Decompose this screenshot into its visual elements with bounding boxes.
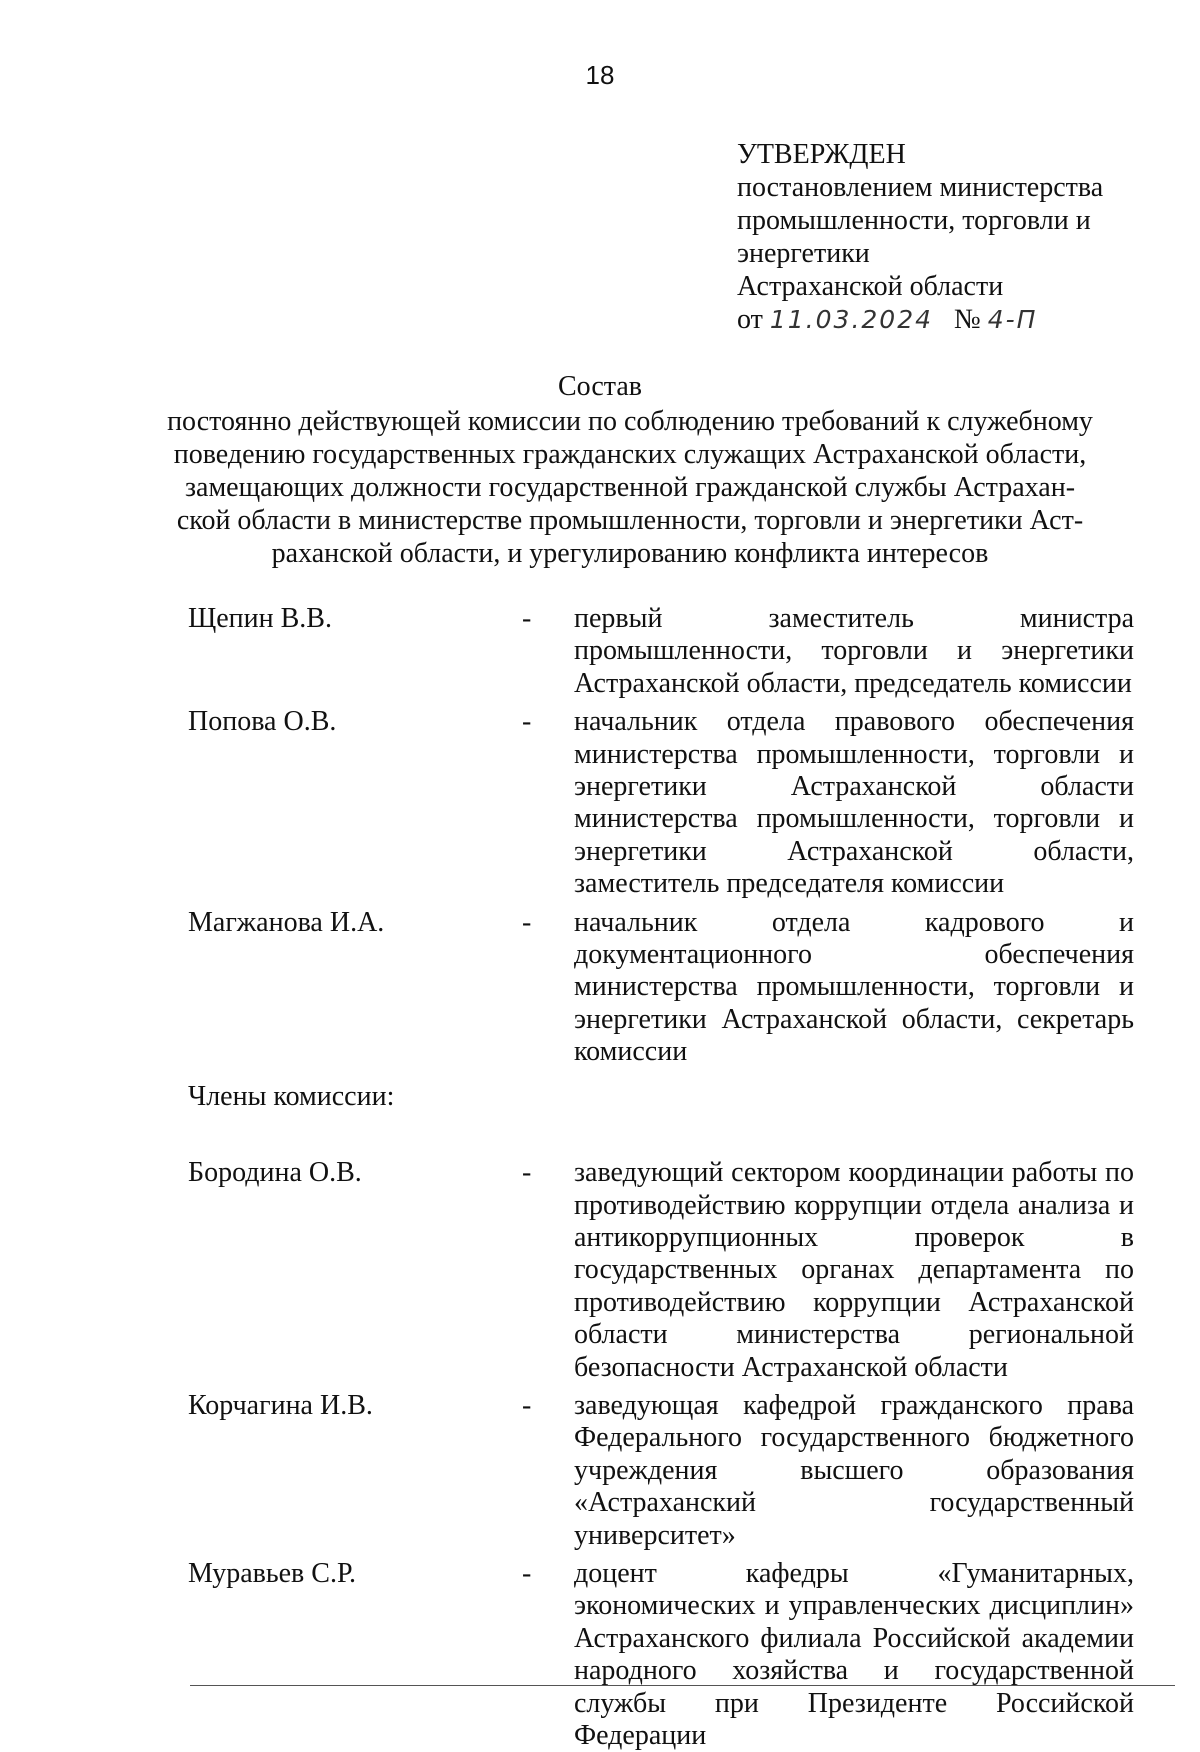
approval-line: промышленности, торговли и bbox=[737, 205, 1091, 236]
number-prefix: № bbox=[954, 304, 981, 335]
member-row bbox=[188, 603, 1138, 700]
member-row bbox=[188, 706, 1138, 900]
member-role: заведующий сектором координации работы по противодействию коррупции отдела анализа и антикоррупционных проверок в государственных органах департамента по противодействию коррупции Астраханской области министерства региональной безопасности Астраханской области bbox=[574, 1157, 1134, 1383]
subtitle-line: раханской области, и урегулированию конфликта интересов bbox=[271, 538, 989, 569]
member-name: Магжанова И.А. bbox=[188, 906, 385, 938]
dash-separator: - bbox=[522, 906, 532, 938]
subtitle-line: ской области в министерстве промышленности, торговли и энергетики Аст- bbox=[176, 505, 1084, 536]
member-name: Муравьев С.Р. bbox=[188, 1557, 357, 1589]
date-prefix: от bbox=[737, 304, 763, 335]
page-number: 18 bbox=[585, 60, 615, 90]
dash-separator: - bbox=[522, 1389, 532, 1421]
approval-block bbox=[737, 138, 1177, 336]
member-row bbox=[188, 1390, 1138, 1552]
member-row bbox=[188, 907, 1138, 1069]
member-name: Попова О.В. bbox=[188, 706, 337, 738]
commission-list bbox=[188, 603, 1138, 1752]
member-role: доцент кафедры «Гуманитарных, экономических и управленческих дисциплин» Астраханского филиала Российской академии народного хозяйства и государственной службы при Президенте Российской Федерации bbox=[574, 1557, 1134, 1751]
document-subtitle bbox=[150, 405, 1110, 570]
member-row bbox=[188, 1157, 1138, 1384]
member-role: заведующая кафедрой гражданского права Федерального государственного бюджетного учреждения высшего образования «Астраханский государственный университет» bbox=[574, 1389, 1134, 1551]
subtitle-line: замещающих должности государственной гражданской службы Астрахан- bbox=[184, 472, 1076, 503]
handwritten-number: 4-П bbox=[987, 305, 1038, 334]
member-name: Бородина О.В. bbox=[188, 1157, 362, 1189]
member-role: первый заместитель министра промышленности, торговли и энергетики Астраханской области, председатель комиссии bbox=[574, 603, 1134, 699]
member-name: Корчагина И.В. bbox=[188, 1389, 373, 1421]
approval-line: постановлением министерства bbox=[737, 172, 1104, 203]
dash-separator: - bbox=[522, 1557, 532, 1589]
approval-line: Астраханской области bbox=[737, 271, 1004, 302]
dash-separator: - bbox=[522, 603, 532, 634]
document-title: Состав bbox=[557, 371, 643, 402]
approval-date-line bbox=[737, 303, 1177, 336]
approval-heading: УТВЕРЖДЕН bbox=[737, 139, 906, 170]
subtitle-line: поведению государственных гражданских служащих Астраханской области, bbox=[173, 439, 1087, 470]
member-row bbox=[188, 1558, 1138, 1752]
dash-separator: - bbox=[522, 706, 532, 738]
dash-separator: - bbox=[522, 1157, 532, 1189]
handwritten-date: 11.03.2024 bbox=[769, 305, 934, 334]
subtitle-line: постоянно действующей комиссии по соблюдению требований к служебному bbox=[167, 406, 1093, 437]
members-heading: Члены комиссии: bbox=[188, 1080, 395, 1112]
member-role: начальник отдела правового обеспечения министерства промышленности, торговли и энергетики Астраханской области министерства промышленности, торговли и энергетики Астраханской области, заместитель председателя комиссии bbox=[574, 706, 1134, 900]
approval-line: энергетики bbox=[737, 238, 870, 269]
member-name: Щепин В.В. bbox=[188, 603, 332, 634]
member-role: начальник отдела кадрового и документационного обеспечения министерства промышленности, торговли и энергетики Астраханской области, секретарь комиссии bbox=[574, 906, 1134, 1068]
bottom-rule bbox=[190, 1685, 1175, 1686]
